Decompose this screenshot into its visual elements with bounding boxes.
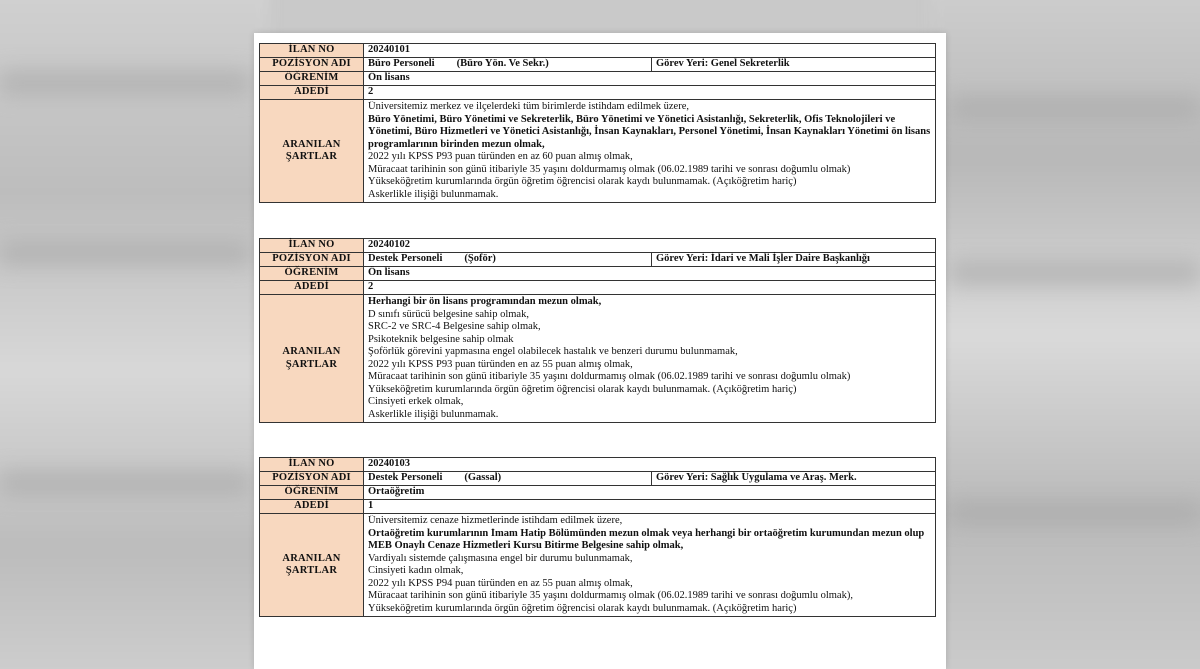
ogrenim-label: ÖĞRENİM — [260, 486, 364, 500]
listing-table-2 — [259, 238, 936, 423]
ogrenim-label: ÖĞRENİM — [260, 72, 364, 86]
document-page — [254, 33, 946, 669]
ogrenim-value: Ortaöğretim — [364, 486, 936, 500]
ilan-no-value: 20240101 — [364, 44, 936, 58]
sart-line: Askerlikle ilişiği bulunmamak. — [368, 408, 499, 420]
sart-line: 2022 yılı KPSS P94 puan türünden en az 55 puan almış olmak, — [368, 577, 633, 589]
gorev-yeri: Görev Yeri: İdari ve Mali İşler Daire Başkanlığı — [652, 253, 936, 267]
sartlar-list — [364, 295, 936, 423]
sart-line: Yükseköğretim kurumlarında örgün öğretim öğrencisi olarak kaydı bulunmamak. (Açıköğretim hariç) — [368, 602, 797, 614]
ilan-no-label: İLAN NO — [260, 458, 364, 472]
listing-table-3 — [259, 457, 936, 617]
sart-line: Vardiyalı sistemde çalışmasına engel bir durumu bulunmamak, — [368, 552, 633, 564]
gorev-yeri: Görev Yeri: Sağlık Uygulama ve Araş. Merk. — [652, 472, 936, 486]
pozisyon-adi-label: POZİSYON ADI — [260, 472, 364, 486]
sart-line: Cinsiyeti kadın olmak, — [368, 565, 464, 576]
ilan-no-label: İLAN NO — [260, 44, 364, 58]
ilan-no-label: İLAN NO — [260, 239, 364, 253]
blur-band — [0, 470, 250, 496]
adedi-label: ADEDİ — [260, 500, 364, 514]
blur-band — [0, 240, 250, 266]
sart-line: Yükseköğretim kurumlarında örgün öğretim öğrencisi olarak kaydı bulunmamak. (Açıköğretim hariç) — [368, 383, 797, 395]
pozisyon-adi-label: POZİSYON ADI — [260, 58, 364, 72]
sartlar-list — [364, 514, 936, 617]
sart-line: Büro Yönetimi, Büro Yönetimi ve Sekreterlik, Büro Yönetimi ve Yönetici Asistanlığı, Sekreterlik, Ofis Teknolojileri ve Yönetimi, Büro Hizmetleri ve Yönetici Asistanlığı, İnsan Kaynakları, Personel Yönetimi, İnsan Kaynakları Yönetimi ön lisans programlarının birinden mezun olmak, — [368, 113, 931, 150]
ogrenim-label: ÖĞRENİM — [260, 267, 364, 281]
sart-line: Ortaöğretim kurumlarının İmam Hatip Bölümünden mezun olmak veya herhangi bir ortaöğretim kurumundan mezun olup MEB Onaylı Cenaze Hizmetleri Kursu Bitirme Belgesine sahip olmak, — [368, 527, 925, 551]
adedi-label: ADEDİ — [260, 86, 364, 100]
blur-band — [950, 95, 1200, 121]
sartlar-list — [364, 100, 936, 203]
aranilan-sartlar-label: ARANILAN ŞARTLAR — [260, 514, 364, 617]
blur-band — [950, 260, 1200, 286]
sart-line: 2022 yılı KPSS P93 puan türünden en az 55 puan almış olmak, — [368, 358, 633, 370]
aranilan-sartlar-label: ARANILAN ŞARTLAR — [260, 100, 364, 203]
sart-line: Askerlikle ilişiği bulunmamak. — [368, 188, 499, 200]
ilan-no-value: 20240103 — [364, 458, 936, 472]
sart-line: SRC-2 ve SRC-4 Belgesine sahip olmak, — [368, 321, 541, 332]
adedi-value: 2 — [364, 281, 936, 295]
ogrenim-value: Ön lisans — [364, 267, 936, 281]
blur-left — [0, 0, 270, 669]
blur-band — [950, 500, 1200, 526]
pozisyon-value: Destek Personeli (Şoför) — [364, 253, 652, 267]
sart-line: Müracaat tarihinin son günü itibariyle 35 yaşını doldurmamış olmak (06.02.1989 tarihi ve sonrası doğumlu olmak) — [368, 163, 851, 175]
sart-line: Herhangi bir ön lisans programından mezun olmak, — [368, 296, 602, 307]
sart-line: Müracaat tarihinin son günü itibariyle 35 yaşını doldurmamış olmak (06.02.1989 tarihi ve sonrası doğumlu olmak) — [368, 371, 851, 382]
aranilan-sartlar-label: ARANILAN ŞARTLAR — [260, 295, 364, 423]
sart-line: Üniversitemiz merkez ve ilçelerdeki tüm birimlerde istihdam edilmek üzere, — [368, 101, 690, 112]
pozisyon-value: Destek Personeli (Gassal) — [364, 472, 652, 486]
adedi-label: ADEDİ — [260, 281, 364, 295]
sart-line: Cinsiyeti erkek olmak, — [368, 396, 464, 407]
gorev-yeri: Görev Yeri: Genel Sekreterlik — [652, 58, 936, 72]
sart-line: D sınıfı sürücü belgesine sahip olmak, — [368, 308, 529, 320]
pozisyon-adi-label: POZİSYON ADI — [260, 253, 364, 267]
ilan-no-value: 20240102 — [364, 239, 936, 253]
pozisyon-value: Büro Personeli (Büro Yön. Ve Sekr.) — [364, 58, 652, 72]
sart-line: Psikoteknik belgesine sahip olmak — [368, 333, 514, 345]
ogrenim-value: Ön lisans — [364, 72, 936, 86]
sart-line: Şoförlük görevini yapmasına engel olabilecek hastalık ve benzeri durumu bulunmamak, — [368, 346, 738, 357]
sart-line: Yükseköğretim kurumlarında örgün öğretim öğrencisi olarak kaydı bulunmamak. (Açıköğretim hariç) — [368, 176, 797, 187]
sart-line: Müracaat tarihinin son günü itibariyle 35 yaşını doldurmamış olmak (06.02.1989 tarihi ve sonrası doğumlu olmak), — [368, 590, 853, 601]
blur-band — [0, 70, 250, 96]
sart-line: 2022 yılı KPSS P93 puan türünden en az 60 puan almış olmak, — [368, 151, 633, 162]
adedi-value: 2 — [364, 86, 936, 100]
sart-line: Üniversitemiz cenaze hizmetlerinde istihdam edilmek üzere, — [368, 515, 623, 526]
listing-table-1 — [259, 43, 936, 203]
adedi-value: 1 — [364, 500, 936, 514]
